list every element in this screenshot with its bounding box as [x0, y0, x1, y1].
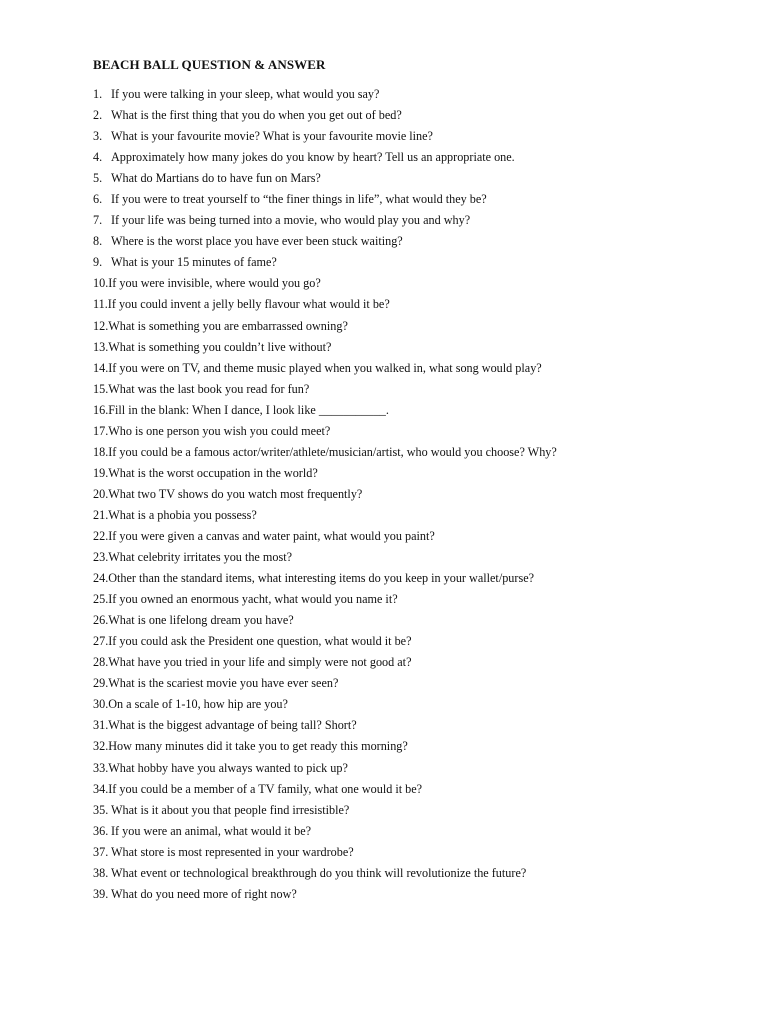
question-text: What hobby have you always wanted to pick up? — [108, 760, 348, 775]
question-number: 14. — [93, 360, 109, 375]
list-item — [93, 589, 753, 610]
list-item — [93, 168, 753, 189]
list-item — [93, 547, 753, 568]
question-number: 37. — [93, 844, 109, 859]
list-item — [93, 505, 753, 526]
question-number: 18. — [93, 444, 109, 459]
question-text: If you owned an enormous yacht, what would you name it? — [108, 592, 398, 607]
question-text: How many minutes did it take you to get ready this morning? — [108, 739, 408, 754]
list-item — [93, 884, 753, 905]
question-number: 31. — [93, 718, 109, 733]
list-item — [93, 252, 753, 273]
question-number: 1. — [93, 87, 103, 101]
question-text: What celebrity irritates you the most? — [108, 550, 292, 565]
question-text: What was the last book you read for fun? — [108, 381, 310, 396]
question-number: 39. — [93, 886, 109, 901]
list-item — [93, 105, 753, 126]
question-text: What is something you couldn’t live without? — [108, 339, 332, 354]
list-item — [93, 800, 753, 821]
list-item — [93, 821, 753, 842]
question-text: If you were an animal, what would it be? — [111, 823, 312, 838]
list-item — [93, 736, 753, 757]
list-item — [93, 863, 753, 884]
list-item — [93, 316, 753, 337]
question-text: What is one lifelong dream you have? — [108, 613, 294, 628]
list-item — [93, 652, 753, 673]
question-number: 5. — [93, 171, 103, 186]
question-text: If you could invent a jelly belly flavour what would it be? — [107, 297, 390, 312]
question-number: 13. — [93, 339, 109, 354]
list-item — [93, 484, 753, 505]
list-item — [93, 358, 753, 379]
question-text: If your life was being turned into a movie, who would play you and why? — [111, 213, 471, 228]
question-text: Approximately how many jokes do you know by heart? Tell us an appropriate one. — [111, 150, 515, 165]
list-item — [93, 421, 753, 442]
question-number: 24. — [93, 571, 109, 586]
question-number: 9. — [93, 255, 103, 270]
question-text: What is the biggest advantage of being tall? Short? — [108, 718, 357, 733]
question-number: 38. — [93, 865, 109, 880]
question-text: What do you need more of right now? — [111, 886, 297, 901]
question-text: What store is most represented in your wardrobe? — [111, 844, 354, 859]
question-number: 28. — [93, 655, 109, 670]
question-number: 8. — [93, 234, 103, 249]
list-item — [93, 568, 753, 589]
question-text: Other than the standard items, what interesting items do you keep in your wallet/purse? — [108, 571, 535, 586]
question-number: 27. — [93, 634, 109, 649]
question-text: If you could be a famous actor/writer/athlete/musician/artist, who would you choose? Why? — [108, 444, 557, 459]
question-text: If you were invisible, where would you go? — [108, 276, 321, 291]
list-item — [93, 273, 753, 294]
list-item — [93, 631, 753, 652]
question-text: What two TV shows do you watch most frequently? — [108, 486, 363, 501]
list-item — [93, 189, 753, 210]
question-number: 10. — [93, 276, 109, 291]
list-item — [93, 842, 753, 863]
list-item — [93, 400, 753, 421]
list-item — [93, 610, 753, 631]
question-number: 29. — [93, 676, 109, 691]
question-text: If you could be a member of a TV family, what one would it be? — [108, 781, 423, 796]
question-text: What have you tried in your life and simply were not good at? — [108, 655, 412, 670]
question-text: What do Martians do to have fun on Mars? — [111, 171, 321, 186]
question-number: 30. — [93, 697, 109, 712]
list-item — [93, 715, 753, 736]
question-number: 4. — [93, 150, 103, 165]
list-item — [93, 337, 753, 358]
question-text: What is the first thing that you do when you get out of bed? — [111, 108, 402, 123]
question-number: 6. — [93, 192, 103, 207]
list-item — [93, 526, 753, 547]
question-number: 17. — [93, 423, 109, 438]
question-text: On a scale of 1-10, how hip are you? — [108, 697, 288, 712]
question-text: What event or technological breakthrough do you think will revolutionize the future? — [111, 865, 527, 880]
document-title: BEACH BALL QUESTION & ANSWER — [93, 57, 326, 72]
question-number: 34. — [93, 781, 109, 796]
list-item — [93, 210, 753, 231]
question-number: 23. — [93, 550, 109, 565]
question-text: If you were talking in your sleep, what would you say? — [111, 87, 380, 101]
list-item — [93, 779, 753, 800]
list-item — [93, 463, 753, 484]
list-item — [93, 694, 753, 715]
list-item — [93, 379, 753, 400]
question-text: What is the scariest movie you have ever seen? — [108, 676, 339, 691]
question-number: 22. — [93, 528, 109, 543]
question-number: 2. — [93, 108, 103, 123]
question-number: 15. — [93, 381, 109, 396]
list-item — [93, 147, 753, 168]
list-item — [93, 294, 753, 315]
question-text: If you could ask the President one question, what would it be? — [108, 634, 412, 649]
question-number: 11. — [93, 297, 108, 312]
question-number: 7. — [93, 213, 103, 228]
question-text: Where is the worst place you have ever been stuck waiting? — [111, 234, 403, 249]
question-number: 35. — [93, 802, 109, 817]
list-item — [93, 442, 753, 463]
question-number: 21. — [93, 507, 109, 522]
question-number: 25. — [93, 592, 109, 607]
question-text: If you were on TV, and theme music played when you walked in, what song would play? — [108, 360, 542, 375]
question-text: What is a phobia you possess? — [108, 507, 257, 522]
question-number: 16. — [93, 402, 109, 417]
list-item — [93, 126, 753, 147]
question-text: What is your favourite movie? What is your favourite movie line? — [111, 129, 433, 144]
question-number: 12. — [93, 318, 109, 333]
question-number: 32. — [93, 739, 109, 754]
list-item — [93, 758, 753, 779]
question-text: If you were given a canvas and water paint, what would you paint? — [108, 528, 435, 543]
list-item — [93, 673, 753, 694]
question-number: 36. — [93, 823, 109, 838]
question-text: What is your 15 minutes of fame? — [111, 255, 277, 270]
question-text: What is the worst occupation in the world? — [108, 465, 318, 480]
question-number: 19. — [93, 465, 109, 480]
question-text: What is something you are embarrassed owning? — [108, 318, 348, 333]
list-item — [93, 84, 753, 105]
question-text: Fill in the blank: When I dance, I look like ___________. — [108, 402, 389, 417]
question-number: 33. — [93, 760, 109, 775]
question-number: 20. — [93, 486, 109, 501]
question-text: Who is one person you wish you could meet? — [108, 423, 331, 438]
question-number: 3. — [93, 129, 103, 144]
question-text: If you were to treat yourself to “the finer things in life”, what would they be? — [111, 192, 487, 207]
question-number: 26. — [93, 613, 109, 628]
question-text: What is it about you that people find irresistible? — [111, 802, 350, 817]
question-list — [93, 84, 753, 905]
list-item — [93, 231, 753, 252]
